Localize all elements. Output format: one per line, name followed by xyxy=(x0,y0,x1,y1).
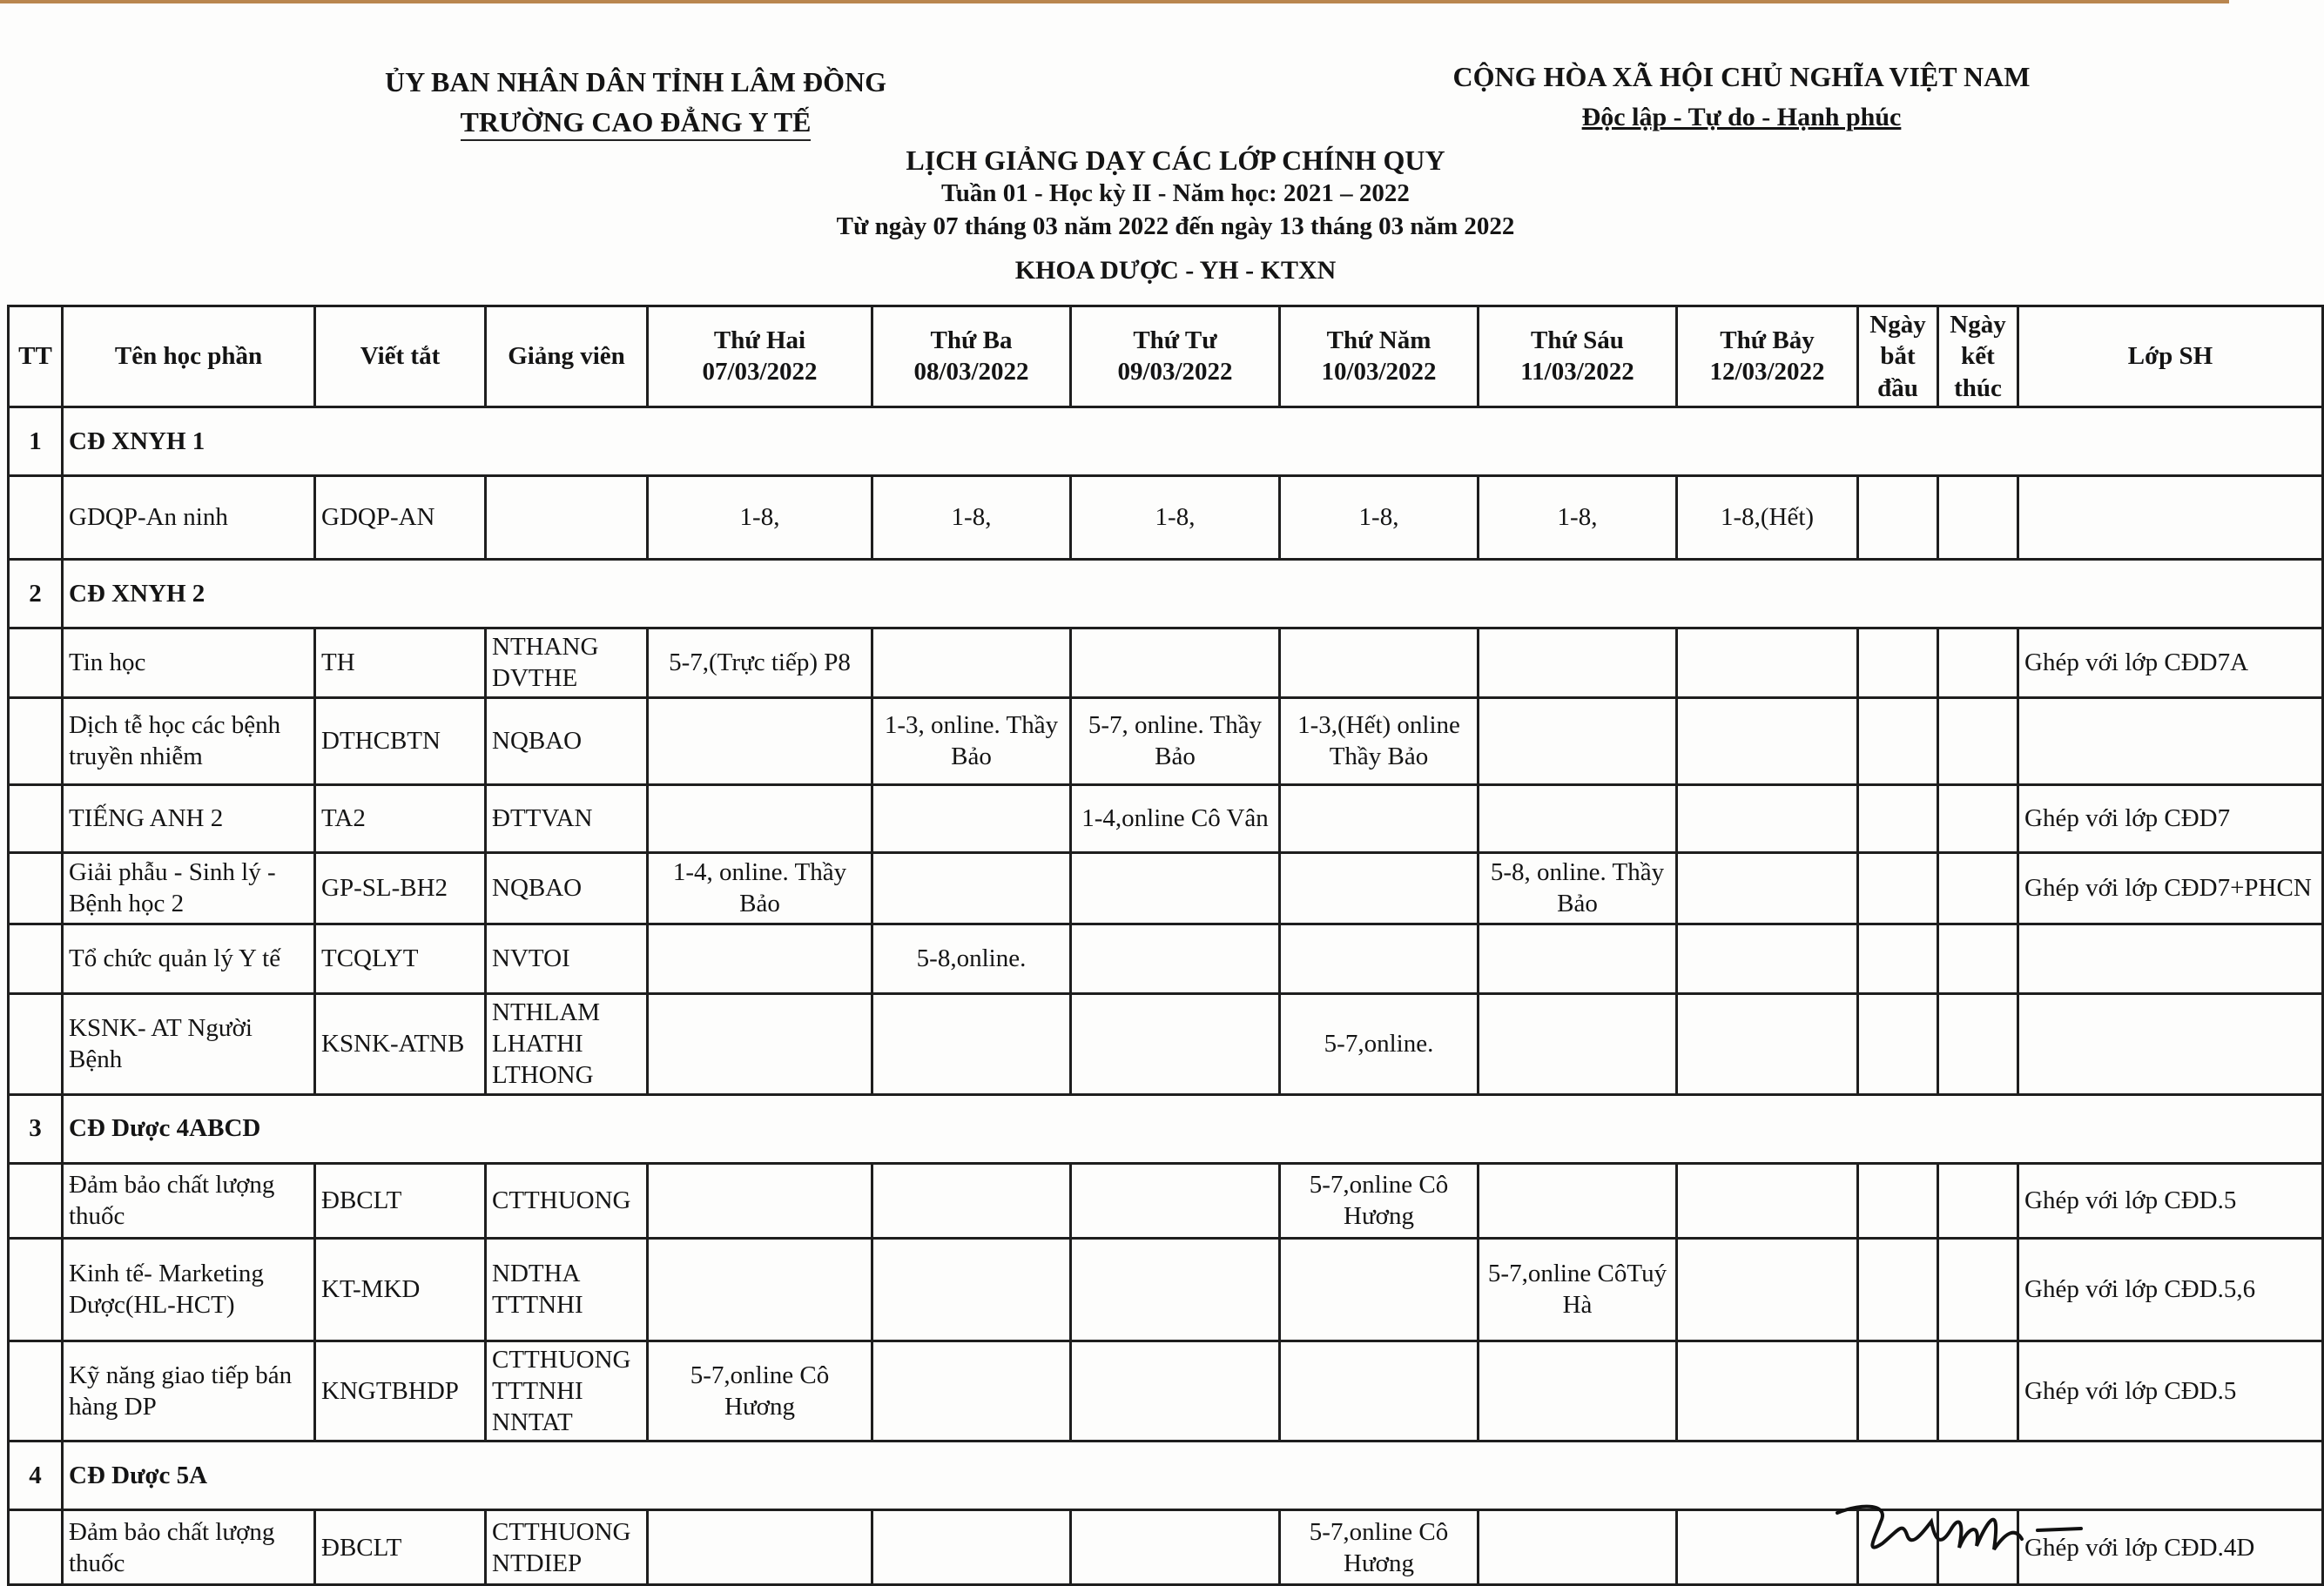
row-index-cell xyxy=(9,628,63,697)
tuesday-cell xyxy=(872,1238,1071,1341)
end-date-cell xyxy=(1938,1238,2018,1341)
thursday-cell xyxy=(1280,924,1479,993)
group-name: CĐ XNYH 2 xyxy=(63,559,2323,628)
row-index-cell xyxy=(9,924,63,993)
col-abbr: Viết tắt xyxy=(315,306,486,407)
thursday-cell xyxy=(1280,1341,1479,1442)
wednesday-cell xyxy=(1071,628,1280,697)
saturday-cell xyxy=(1677,1341,1858,1442)
class-group-row xyxy=(9,407,2323,475)
col-start-date: Ngày bắt đầu xyxy=(1858,306,1938,407)
abbr-cell: TA2 xyxy=(315,784,486,852)
monday-cell xyxy=(648,1238,872,1341)
tuesday-cell xyxy=(872,628,1071,697)
class-note-cell xyxy=(2018,993,2323,1094)
friday-cell xyxy=(1479,1341,1677,1442)
col-saturday: Thứ Bảy 12/03/2022 xyxy=(1677,306,1858,407)
col-class-note: Lớp SH xyxy=(2018,306,2323,407)
week-semester: Tuần 01 - Học kỳ II - Năm học: 2021 – 2022 xyxy=(941,179,1410,207)
group-number: 3 xyxy=(9,1094,63,1163)
saturday-cell: 1-8,(Hết) xyxy=(1677,475,1858,559)
friday-cell xyxy=(1479,993,1677,1094)
row-index-cell xyxy=(9,784,63,852)
group-number: 4 xyxy=(9,1442,63,1510)
start-date-cell xyxy=(1858,1238,1938,1341)
school-name: TRƯỜNG CAO ĐẲNG Y TẾ xyxy=(261,106,1010,138)
subject-cell: Kinh tế- Marketing Dược(HL-HCT) xyxy=(63,1238,315,1341)
table-row xyxy=(9,475,2323,559)
saturday-cell xyxy=(1677,697,1858,784)
end-date-cell xyxy=(1938,1163,2018,1238)
monday-cell: 5-7,(Trực tiếp) P8 xyxy=(648,628,872,697)
col-tuesday: Thứ Ba 08/03/2022 xyxy=(872,306,1071,407)
table-row xyxy=(9,784,2323,852)
wednesday-cell xyxy=(1071,1341,1280,1442)
lecturer-cell: CTTHUONG NTDIEP xyxy=(486,1510,648,1585)
friday-cell xyxy=(1479,1510,1677,1585)
subject-cell: TIẾNG ANH 2 xyxy=(63,784,315,852)
row-index-cell xyxy=(9,1238,63,1341)
lecturer-cell xyxy=(486,475,648,559)
row-index-cell xyxy=(9,475,63,559)
abbr-cell: ĐBCLT xyxy=(315,1510,486,1585)
table-row xyxy=(9,852,2323,924)
wednesday-cell: 1-4,online Cô Vân xyxy=(1071,784,1280,852)
monday-cell xyxy=(648,697,872,784)
national-motto: Độc lập - Tự do - Hạnh phúc xyxy=(1581,103,1902,131)
schedule-table xyxy=(7,305,2324,1586)
table-row xyxy=(9,993,2323,1094)
date-range: Từ ngày 07 tháng 03 năm 2022 đến ngày 13 tháng 03 năm 2022 xyxy=(836,212,1515,240)
end-date-cell xyxy=(1938,628,2018,697)
friday-cell xyxy=(1479,628,1677,697)
lecturer-cell: NQBAO xyxy=(486,852,648,924)
start-date-cell xyxy=(1858,475,1938,559)
tuesday-cell xyxy=(872,1341,1071,1442)
start-date-cell xyxy=(1858,1163,1938,1238)
col-subject: Tên học phần xyxy=(63,306,315,407)
subject-cell: GDQP-An ninh xyxy=(63,475,315,559)
start-date-cell xyxy=(1858,1341,1938,1442)
authority-name: ỦY BAN NHÂN DÂN TỈNH LÂM ĐỒNG xyxy=(384,66,886,97)
row-index-cell xyxy=(9,697,63,784)
group-name: CĐ XNYH 1 xyxy=(63,407,2323,475)
monday-cell: 5-7,online Cô Hương xyxy=(648,1341,872,1442)
start-date-cell xyxy=(1858,924,1938,993)
thursday-cell xyxy=(1280,1238,1479,1341)
subject-cell: Tin học xyxy=(63,628,315,697)
lecturer-cell: NVTOI xyxy=(486,924,648,993)
tuesday-cell: 1-3, online. Thầy Bảo xyxy=(872,697,1071,784)
monday-cell xyxy=(648,924,872,993)
saturday-cell xyxy=(1677,924,1858,993)
tuesday-cell xyxy=(872,1510,1071,1585)
wednesday-cell: 1-8, xyxy=(1071,475,1280,559)
subject-cell: Giải phẫu - Sinh lý - Bệnh học 2 xyxy=(63,852,315,924)
end-date-cell xyxy=(1938,924,2018,993)
group-name: CĐ Dược 5A xyxy=(63,1442,2323,1510)
col-end-date: Ngày kết thúc xyxy=(1938,306,2018,407)
row-index-cell xyxy=(9,993,63,1094)
abbr-cell: GP-SL-BH2 xyxy=(315,852,486,924)
thursday-cell xyxy=(1280,628,1479,697)
class-note-cell xyxy=(2018,924,2323,993)
start-date-cell xyxy=(1858,784,1938,852)
tuesday-cell xyxy=(872,852,1071,924)
tuesday-cell xyxy=(872,784,1071,852)
row-index-cell xyxy=(9,1341,63,1442)
friday-cell: 5-8, online. Thầy Bảo xyxy=(1479,852,1677,924)
table-row xyxy=(9,628,2323,697)
table-header-row xyxy=(9,306,2323,407)
lecturer-cell: CTTHUONG xyxy=(486,1163,648,1238)
col-monday: Thứ Hai 07/03/2022 xyxy=(648,306,872,407)
friday-cell xyxy=(1479,784,1677,852)
subject-cell: Dịch tễ học các bệnh truyền nhiễm xyxy=(63,697,315,784)
abbr-cell: TH xyxy=(315,628,486,697)
saturday-cell xyxy=(1677,784,1858,852)
subject-cell: Đảm bảo chất lượng thuốc xyxy=(63,1510,315,1585)
class-note-cell: Ghép với lớp CĐD.5 xyxy=(2018,1163,2323,1238)
saturday-cell xyxy=(1677,993,1858,1094)
monday-cell: 1-4, online. Thầy Bảo xyxy=(648,852,872,924)
thursday-cell: 5-7,online Cô Hương xyxy=(1280,1163,1479,1238)
end-date-cell xyxy=(1938,852,2018,924)
class-note-cell: Ghép với lớp CĐD7A xyxy=(2018,628,2323,697)
end-date-cell xyxy=(1938,1341,2018,1442)
subject-cell: Tổ chức quản lý Y tế xyxy=(63,924,315,993)
abbr-cell: KNGTBHDP xyxy=(315,1341,486,1442)
thursday-cell: 5-7,online. xyxy=(1280,993,1479,1094)
table-row xyxy=(9,1238,2323,1341)
faculty-name: KHOA DƯỢC - YH - KTXN xyxy=(1014,256,1337,285)
col-thursday: Thứ Năm 10/03/2022 xyxy=(1280,306,1479,407)
start-date-cell xyxy=(1858,628,1938,697)
friday-cell: 1-8, xyxy=(1479,475,1677,559)
monday-cell: 1-8, xyxy=(648,475,872,559)
wednesday-cell xyxy=(1071,1510,1280,1585)
row-index-cell xyxy=(9,1510,63,1585)
tuesday-cell: 5-8,online. xyxy=(872,924,1071,993)
end-date-cell xyxy=(1938,475,2018,559)
lecturer-cell: ĐTTVAN xyxy=(486,784,648,852)
start-date-cell xyxy=(1858,697,1938,784)
wednesday-cell xyxy=(1071,852,1280,924)
class-note-cell xyxy=(2018,697,2323,784)
saturday-cell xyxy=(1677,852,1858,924)
wednesday-cell xyxy=(1071,1238,1280,1341)
saturday-cell xyxy=(1677,1238,1858,1341)
class-note-cell: Ghép với lớp CĐD.5,6 xyxy=(2018,1238,2323,1341)
national-title: CỘNG HÒA XÃ HỘI CHỦ NGHĨA VIỆT NAM xyxy=(1452,61,2031,92)
abbr-cell: GDQP-AN xyxy=(315,475,486,559)
start-date-cell xyxy=(1858,852,1938,924)
lecturer-cell: CTTHUONG TTTNHI NNTAT xyxy=(486,1341,648,1442)
subject-cell: Đảm bảo chất lượng thuốc xyxy=(63,1163,315,1238)
abbr-cell: ĐBCLT xyxy=(315,1163,486,1238)
friday-cell: 5-7,online CôTuý Hà xyxy=(1479,1238,1677,1341)
thursday-cell: 1-8, xyxy=(1280,475,1479,559)
end-date-cell xyxy=(1938,697,2018,784)
wednesday-cell xyxy=(1071,993,1280,1094)
group-number: 2 xyxy=(9,559,63,628)
monday-cell xyxy=(648,993,872,1094)
lecturer-cell: NQBAO xyxy=(486,697,648,784)
row-index-cell xyxy=(9,1163,63,1238)
table-row xyxy=(9,1163,2323,1238)
lecturer-cell: NTHLAM LHATHI LTHONG xyxy=(486,993,648,1094)
table-row xyxy=(9,924,2323,993)
wednesday-cell: 5-7, online. Thầy Bảo xyxy=(1071,697,1280,784)
abbr-cell: KT-MKD xyxy=(315,1238,486,1341)
thursday-cell: 1-3,(Hết) online Thầy Bảo xyxy=(1280,697,1479,784)
wednesday-cell xyxy=(1071,1163,1280,1238)
subject-cell: KSNK- AT Người Bệnh xyxy=(63,993,315,1094)
page-top-edge xyxy=(0,0,2229,3)
group-number: 1 xyxy=(9,407,63,475)
start-date-cell xyxy=(1858,993,1938,1094)
col-lecturer: Giảng viên xyxy=(486,306,648,407)
monday-cell xyxy=(648,1510,872,1585)
class-group-row xyxy=(9,559,2323,628)
friday-cell xyxy=(1479,1163,1677,1238)
row-index-cell xyxy=(9,852,63,924)
thursday-cell xyxy=(1280,852,1479,924)
lecturer-cell: NDTHA TTTNHI xyxy=(486,1238,648,1341)
class-note-cell: Ghép với lớp CĐD7 xyxy=(2018,784,2323,852)
class-note-cell: Ghép với lớp CĐD.5 xyxy=(2018,1341,2323,1442)
schedule-body xyxy=(9,407,2323,1585)
class-note-cell: Ghép với lớp CĐD7+PHCN xyxy=(2018,852,2323,924)
tuesday-cell xyxy=(872,993,1071,1094)
col-tt: TT xyxy=(9,306,63,407)
abbr-cell: KSNK-ATNB xyxy=(315,993,486,1094)
friday-cell xyxy=(1479,924,1677,993)
class-group-row xyxy=(9,1094,2323,1163)
wednesday-cell xyxy=(1071,924,1280,993)
monday-cell xyxy=(648,1163,872,1238)
signature-icon xyxy=(1829,1495,2090,1560)
tuesday-cell: 1-8, xyxy=(872,475,1071,559)
group-name: CĐ Dược 4ABCD xyxy=(63,1094,2323,1163)
subject-cell: Kỹ năng giao tiếp bán hàng DP xyxy=(63,1341,315,1442)
col-friday: Thứ Sáu 11/03/2022 xyxy=(1479,306,1677,407)
table-row xyxy=(9,697,2323,784)
lecturer-cell: NTHANG DVTHE xyxy=(486,628,648,697)
monday-cell xyxy=(648,784,872,852)
friday-cell xyxy=(1479,697,1677,784)
end-date-cell xyxy=(1938,993,2018,1094)
class-note-cell xyxy=(2018,475,2323,559)
table-row xyxy=(9,1341,2323,1442)
class-note-cell: Ghép với lớp CĐD.4D xyxy=(2018,1510,2323,1585)
thursday-cell xyxy=(1280,784,1479,852)
abbr-cell: TCQLYT xyxy=(315,924,486,993)
saturday-cell xyxy=(1677,628,1858,697)
thursday-cell: 5-7,online Cô Hương xyxy=(1280,1510,1479,1585)
end-date-cell xyxy=(1938,784,2018,852)
document-title: LỊCH GIẢNG DẠY CÁC LỚP CHÍNH QUY xyxy=(906,144,1445,176)
tuesday-cell xyxy=(872,1163,1071,1238)
saturday-cell xyxy=(1677,1163,1858,1238)
abbr-cell: DTHCBTN xyxy=(315,697,486,784)
col-wednesday: Thứ Tư 09/03/2022 xyxy=(1071,306,1280,407)
